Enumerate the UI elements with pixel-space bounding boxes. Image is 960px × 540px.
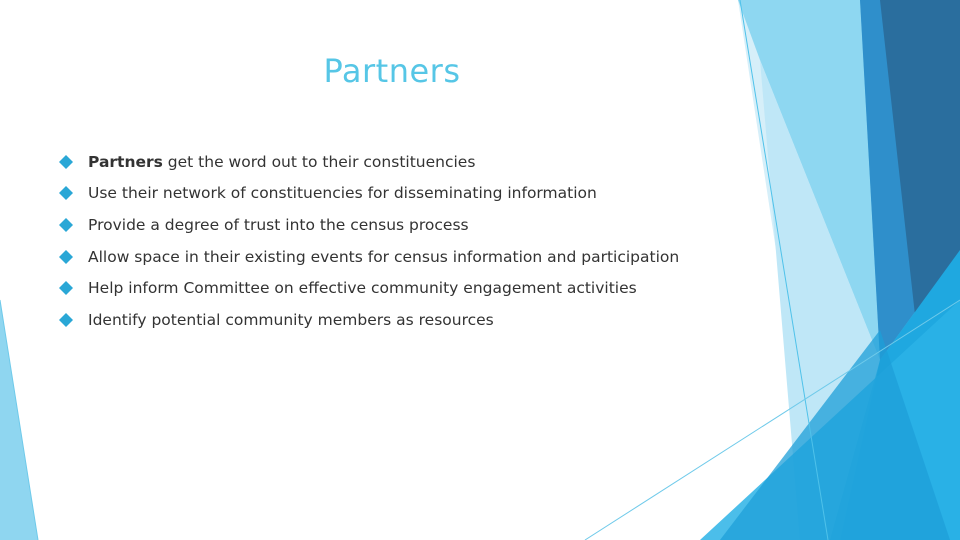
bullet-text: Provide a degree of trust into the census process	[88, 215, 469, 234]
diamond-bullet-icon	[58, 280, 74, 296]
diamond-bullet-icon	[58, 217, 74, 233]
diamond-bullet-icon	[58, 185, 74, 201]
diamond-bullet-icon	[58, 249, 74, 265]
bullet-text: Help inform Committee on effective community engagement activities	[88, 279, 637, 298]
diamond-bullet-icon	[58, 312, 74, 328]
bullet-text: Allow space in their existing events for census information and participation	[88, 247, 680, 266]
bullet-text: Use their network of constituencies for disseminating information	[88, 184, 597, 203]
bullet-body: get the word out to their constituencies	[162, 152, 476, 171]
bullet-item	[58, 178, 679, 210]
bullet-item	[58, 304, 679, 336]
slide-title: Partners	[323, 52, 461, 90]
bullet-text	[88, 153, 475, 171]
bullet-item	[58, 146, 679, 178]
bullet-item	[58, 272, 679, 304]
bullet-list	[58, 146, 679, 336]
bullet-item	[58, 209, 679, 241]
bullet-emphasis: Partners	[88, 152, 163, 171]
diamond-bullet-icon	[58, 154, 74, 170]
bullet-text: Identify potential community members as resources	[88, 310, 494, 329]
bullet-item	[58, 241, 679, 273]
